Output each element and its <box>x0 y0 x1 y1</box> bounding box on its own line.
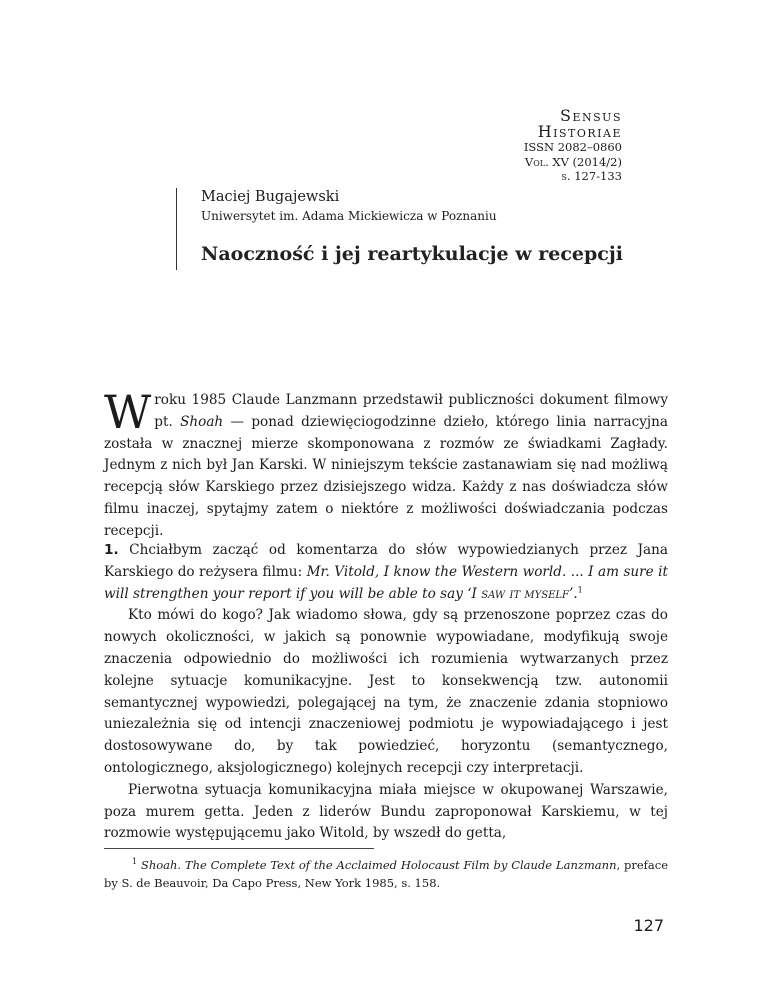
footnote-ref[interactable]: 1 <box>577 585 583 595</box>
paragraph-original-situation: Pierwotna sytuacja komunikacyjna miała miejsce w okupowanej Warszawie, poza murem getta. Jeden z liderów Bundu zaproponował Karskiemu, w tej rozmowie występującemu jako Witold, by wszedł do getta, <box>104 781 668 842</box>
author-affiliation: Uniwersytet im. Adama Mickiewicza w Poznaniu <box>201 209 497 223</box>
footnote-details: , preface by S. de Beauvoir, Da Capo Press, New York 1985, s. 158. <box>104 858 668 890</box>
author-name: Maciej Bugajewski <box>201 189 340 205</box>
intro-text-a: roku 1985 Claude Lanzmann przedstawił publiczności dokument filmowy pt. <box>154 392 668 430</box>
paragraph-who-speaks: Kto mówi do kogo? Jak wiadomo słowa, gdy są przenoszone poprzez czas do nowych okoliczności, w jakich są ponownie wypowiadane, modyfikują swoje znaczenia odpowiednio do możliwości ich rozumienia wytwarzanych przez kolejne sytuacje komunikacyjne. Jest to konsekwencją tzw. autonomii semantycznej wypowiedzi, polegającej na tym, że znaczenie zdania stopniowo uniezależnia się od intencji znaczeniowej podmiotu je wypowiadającego i jest dostosowywane do, by tak powiedzieć, horyzontu (semantycznego, ontologicznego, aksjologicznego) kolejnych recepcji czy interpretacji. <box>104 607 668 776</box>
section-1-text: Chciałbym zacząć od komentarza do słów wypowiedzianych przez Jana Karskiego do reżysera filmu: <box>104 542 668 580</box>
journal-name-line2: Historiae <box>537 122 622 141</box>
journal-masthead <box>362 108 622 184</box>
drop-cap: W <box>104 385 152 439</box>
karski-quote: Mr. Vitold, I know the Western world. ... I am sure it will strengthen your report if you will be able to say ‘ <box>104 563 668 602</box>
author-block <box>176 188 646 270</box>
page-number: 127 <box>633 916 664 935</box>
karski-quote-end: ’. <box>569 585 578 602</box>
section-1-opening <box>104 540 668 605</box>
article-title: Naoczność i jej reartykulacje w recepcji <box>201 243 623 265</box>
page-range: s. 127-133 <box>561 169 622 183</box>
footnote-book-title: Shoah. The Complete Text of the Acclaimed Holocaust Film by Claude Lanzmann <box>140 858 617 872</box>
footnote-number: 1 <box>132 857 138 867</box>
section-1 <box>104 540 668 845</box>
volume: Vol. XV (2014/2) <box>524 154 622 169</box>
journal-name-line1: Sensus <box>560 106 622 125</box>
karski-quote-caps: I saw it myself <box>471 585 569 602</box>
footnote-1 <box>104 856 668 892</box>
intro-text-b: — ponad dziewięciogodzinne dzieło, którego linia narracyjna została w znacznej mierze skomponowana z rozmów ze świadkami Zagłady. Jednym z nich był Jan Karski. W niniejszym tekście zastanawiam się nad możliwą recepcją słów Karskiego przez dzisiejszego widza. Każdy z nas doświadcza słów filmu inaczej, spytajmy zatem o niektóre z możliwości doświadczania podczas recepcji. <box>104 413 668 539</box>
section-number: 1. <box>104 542 119 558</box>
intro-paragraph <box>104 385 668 543</box>
issn: ISSN 2082–0860 <box>523 140 622 154</box>
footnote-divider <box>104 848 374 849</box>
film-title-shoah: Shoah <box>180 413 224 430</box>
